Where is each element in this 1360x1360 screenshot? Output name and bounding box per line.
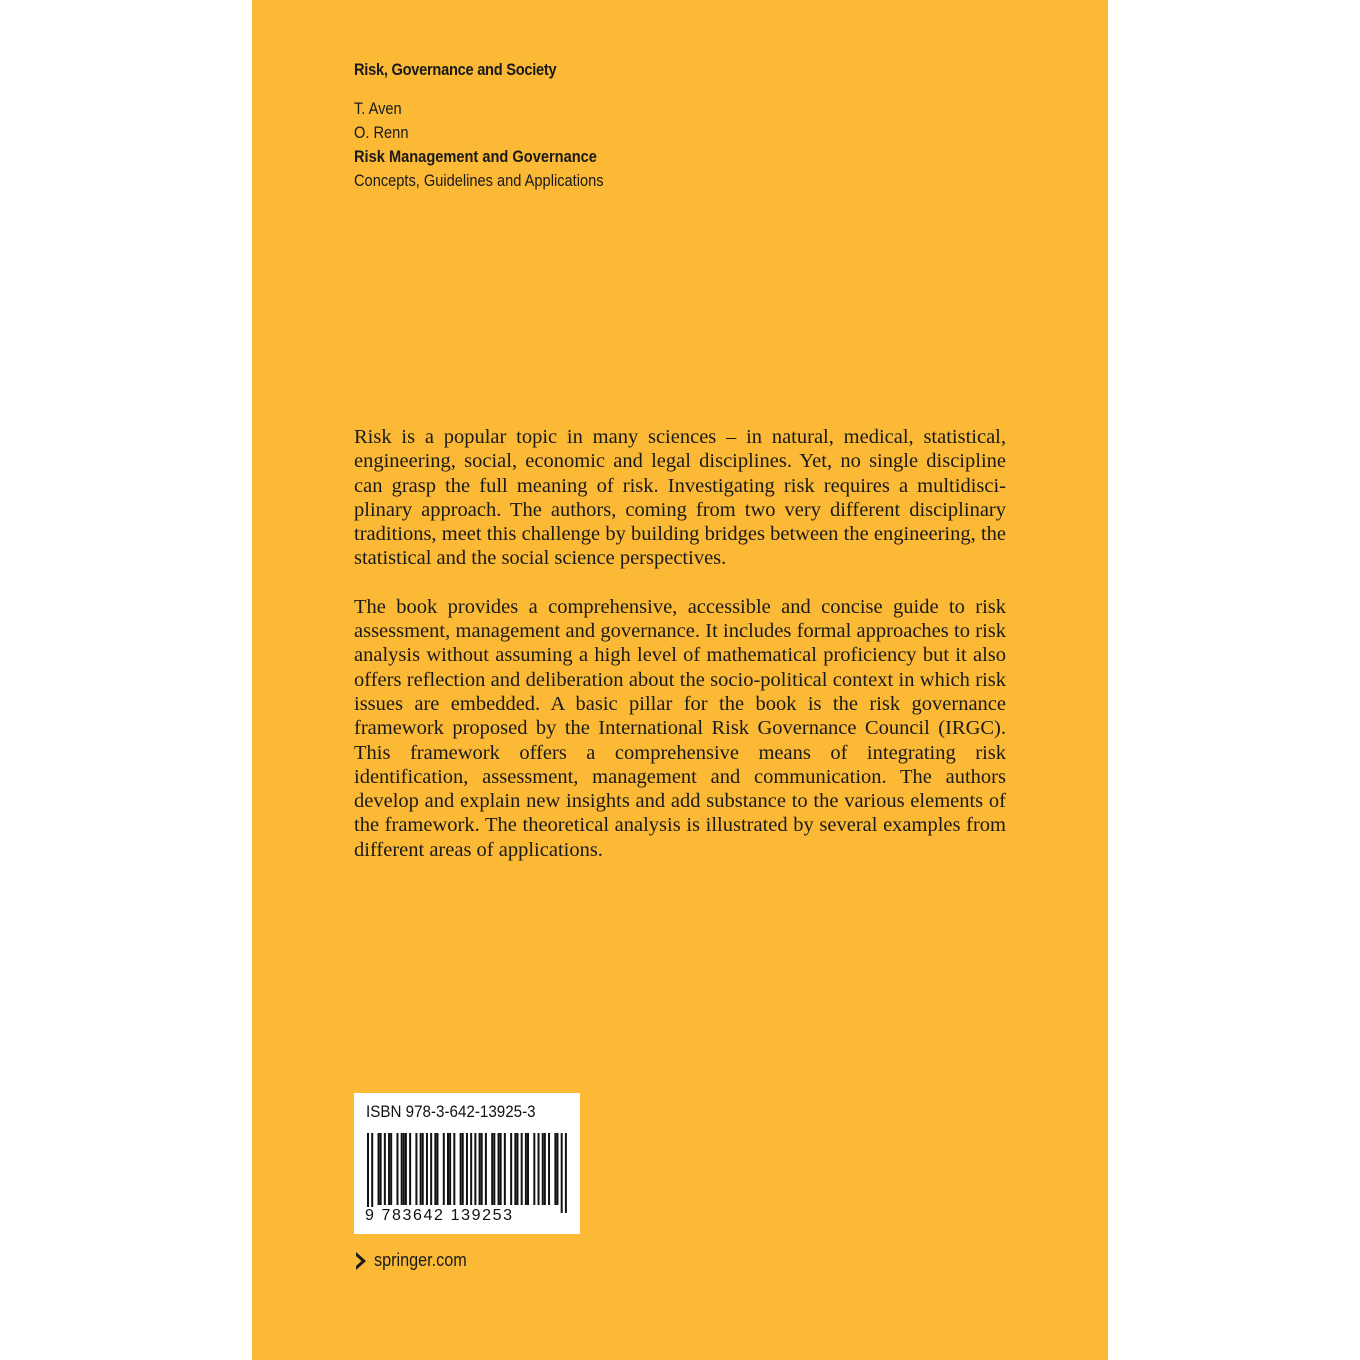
barcode-bar: [449, 1133, 451, 1205]
book-info: [354, 97, 604, 193]
author-1: T. Aven: [354, 99, 402, 118]
barcode-bar: [538, 1133, 540, 1205]
barcode-bar: [420, 1133, 422, 1205]
publisher-url: springer.com: [374, 1250, 467, 1270]
barcode-bar: [510, 1133, 512, 1205]
barcode-bar: [384, 1133, 386, 1205]
barcode-bar: [474, 1133, 476, 1205]
isbn-barcode-box: [354, 1093, 580, 1234]
barcode-bar: [470, 1133, 472, 1205]
barcode-bar: [401, 1133, 403, 1205]
blurb-paragraph-1: Risk is a popular topic in many sciences – in natural, medical, statistical, engineering, social, economic and legal disciplines. Yet, no single discipline can grasp the full meaning of risk. Investigating risk requires a multidisciplinary approach. The authors, coming from two very different disciplinary traditions, meet this challenge by building bridges between the engineering, the statistical and the social science perspectives.: [354, 426, 1006, 570]
barcode-bar: [466, 1133, 468, 1205]
barcode-bar: [462, 1133, 464, 1205]
barcode-bar: [415, 1133, 417, 1205]
barcode-bar: [396, 1133, 398, 1205]
barcode-bar: [481, 1133, 483, 1205]
barcode-bar: [525, 1133, 527, 1205]
barcode-bar: [493, 1133, 495, 1205]
barcode-bar: [378, 1133, 380, 1205]
barcode-bar: [403, 1133, 405, 1205]
chevron-right-icon: [354, 1251, 368, 1271]
barcode-bar: [436, 1133, 438, 1205]
barcode-bar: [491, 1133, 493, 1205]
barcode-bar: [371, 1133, 373, 1213]
book-title: Risk Management and Governance: [354, 147, 597, 166]
barcode-bar: [516, 1133, 518, 1205]
publisher-link[interactable]: [354, 1250, 477, 1271]
barcode-bar: [504, 1133, 506, 1205]
blurb-paragraph-2: The book provides a comprehensive, accessible and concise guide to risk assessment, management and governance. It includes formal approaches to risk analysis without assuming a high level of mathematical proficiency but it also offers reflection and deliberation about the socio-political context in which risk issues are embedded. A basic pillar for the book is the risk governance framework proposed by the International Risk Governance Council (IRGC). This framework offers a comprehensive means of integrating risk identification, assessment, management and communication. The authors develop and explain new insights and add substance to the various elements of the framework. The theoretical analysis is illustrated by several examples from different areas of applications.: [354, 595, 1006, 861]
author-2: O. Renn: [354, 123, 409, 142]
book-back-cover: [252, 0, 1108, 1360]
barcode-bar: [390, 1133, 392, 1205]
barcode-bar: [426, 1133, 428, 1205]
barcode-bar: [500, 1133, 502, 1205]
barcode-bar: [388, 1133, 390, 1205]
barcode-bar: [544, 1133, 546, 1205]
book-subtitle: Concepts, Guidelines and Applications: [354, 171, 604, 190]
barcode-bar: [527, 1133, 529, 1205]
barcode-bar: [479, 1133, 481, 1205]
barcode-bar: [514, 1133, 516, 1205]
barcode-bar: [443, 1133, 445, 1205]
barcode-bar: [447, 1133, 449, 1205]
barcode-bar: [453, 1133, 455, 1205]
barcode-bar: [556, 1133, 558, 1205]
barcode-bar: [554, 1133, 556, 1205]
barcode-bar: [409, 1133, 411, 1205]
blurb: [354, 425, 1006, 886]
barcode-bar: [430, 1133, 432, 1205]
barcode-bar: [565, 1133, 567, 1213]
barcode-bar: [422, 1133, 424, 1205]
barcode-bar: [521, 1133, 523, 1205]
barcode-bar: [460, 1133, 462, 1205]
barcode-bar: [367, 1133, 369, 1213]
barcode-bar: [485, 1133, 487, 1205]
barcode-bar: [498, 1133, 500, 1205]
barcode-bar: [548, 1133, 550, 1205]
barcode-bar: [380, 1133, 382, 1205]
barcode-bar: [405, 1133, 407, 1205]
barcode-digits: 9 783642 139253: [362, 1207, 517, 1225]
isbn-label: ISBN 978-3-642-13925-3: [366, 1103, 536, 1121]
barcode-bar: [542, 1133, 544, 1205]
barcode-bar: [434, 1133, 436, 1205]
barcode-bar: [533, 1133, 535, 1205]
barcode-bar: [561, 1133, 563, 1213]
barcode-image: [367, 1133, 567, 1213]
series-title: Risk, Governance and Society: [354, 60, 557, 79]
